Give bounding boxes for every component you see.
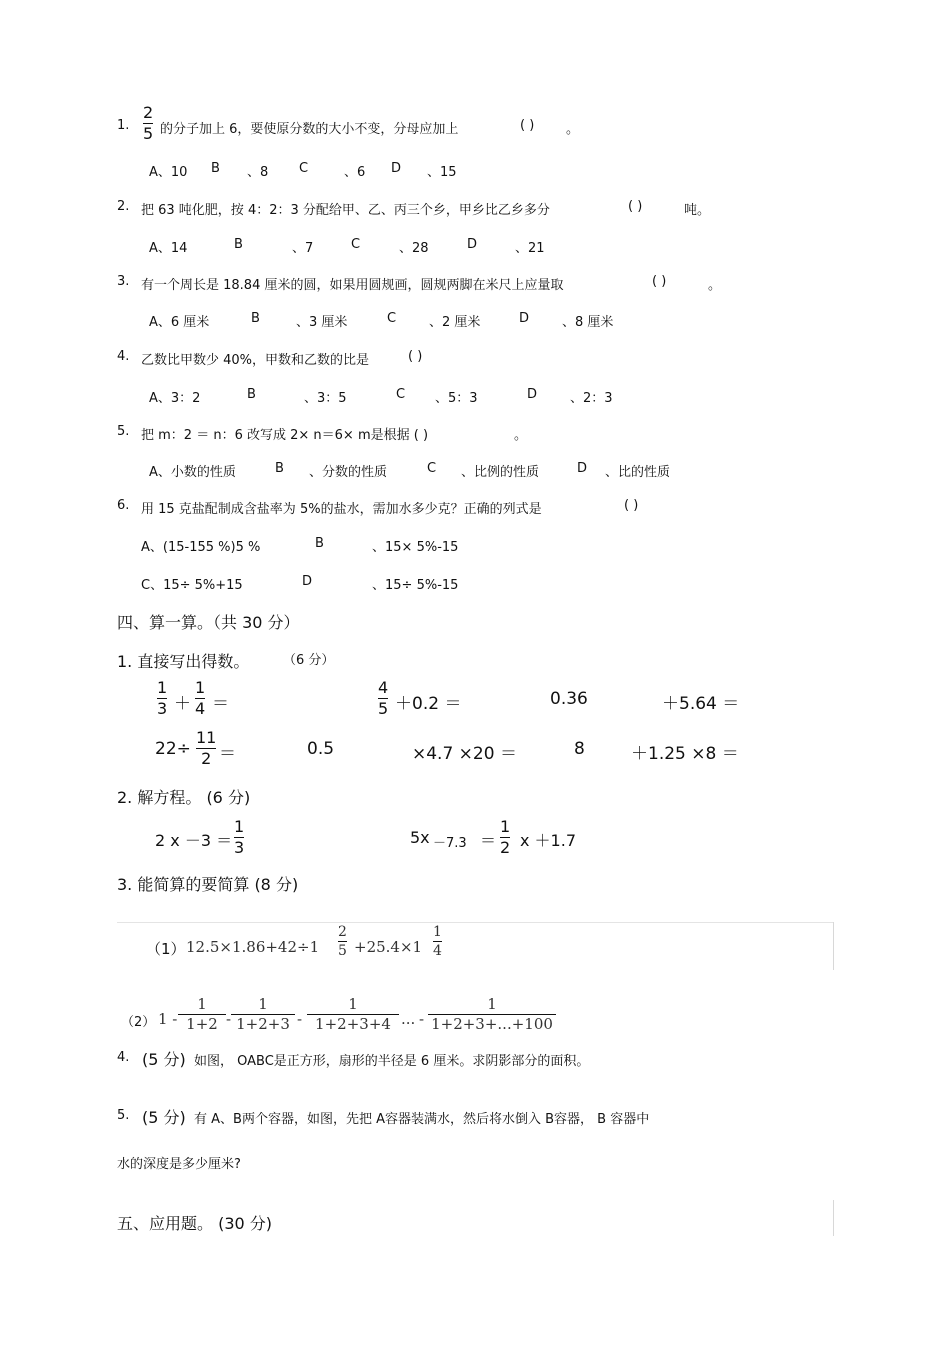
q1-option-b-label: B <box>211 161 220 176</box>
q1-option-a: A、10 <box>149 165 188 180</box>
q3-end: 。 <box>708 278 722 293</box>
q4-option-c: 、5：3 <box>435 391 478 406</box>
q5-text: 把 m：2 ＝ n：6 改写成 2× n＝6× m是根据 ( ) <box>141 428 429 443</box>
calc1-expr-b: +25.4×1 <box>354 938 423 956</box>
q6-option-a: A、(15-155 %)5 % <box>141 540 261 555</box>
q1-option-d: 、15 <box>427 165 457 180</box>
q5-option-b-label: B <box>275 461 284 476</box>
part3-title: 3. 能简算的要简算 (8 分) <box>117 875 299 894</box>
q4-option-d-label: D <box>527 387 538 402</box>
calc2-minus-1: - <box>226 1010 232 1028</box>
q4-paren: ( ) <box>408 349 423 364</box>
q6-option-d: 、15÷ 5%-15 <box>372 578 459 593</box>
q3-option-a: A、6 厘米 <box>149 315 210 330</box>
calc2-dots: ... <box>401 1010 416 1028</box>
q3-option-d-label: D <box>519 311 530 326</box>
calc2-lead: 1 - <box>158 1010 178 1028</box>
calc2-term-4: 1 1+2+3+...+100 <box>428 996 556 1034</box>
q5-option-b: 、分数的性质 <box>309 465 388 480</box>
q1-number: 1. <box>117 118 130 133</box>
calc2-term-1: 1 1+2 <box>178 996 226 1034</box>
calc1-fraction-2: 1 4 <box>433 924 442 960</box>
q5-number: 5. <box>117 424 130 439</box>
r2-fraction: 11 2 <box>196 728 217 769</box>
r2-equals: ＝ <box>219 744 236 764</box>
q1-option-d-label: D <box>391 161 402 176</box>
part1-score: （6 分） <box>283 653 335 668</box>
section4-title: 四、算一算。（共 30 分） <box>117 613 300 632</box>
r1-fraction-2: 1 4 <box>195 678 206 719</box>
q6-number: 6. <box>117 498 130 513</box>
q3-paren: ( ) <box>652 274 667 289</box>
part5-text-line2: 水的深度是多少厘米? <box>117 1157 241 1172</box>
q6-option-b: 、15× 5%-15 <box>372 540 459 555</box>
q3-option-b-label: B <box>251 311 260 326</box>
q5-end: 。 <box>514 428 528 443</box>
part4-text: 如图， OABC是正方形，扇形的半径是 6 厘米。求阴影部分的面积。 <box>194 1054 590 1069</box>
q2-paren: ( ) <box>628 199 643 214</box>
q1-option-c-label: C <box>299 161 309 176</box>
q2-option-d-label: D <box>467 237 478 252</box>
calc2-term-3: 1 1+2+3+4 <box>307 996 399 1034</box>
q4-number: 4. <box>117 349 130 364</box>
r1-expr-b: ＋0.2 ＝ <box>395 694 462 714</box>
eq2-fraction: 1 2 <box>500 817 511 858</box>
q3-number: 3. <box>117 274 130 289</box>
eq2-right: x ＋1.7 <box>520 831 577 850</box>
q2-option-c-label: C <box>351 237 361 252</box>
q2-option-b: 、7 <box>292 241 314 256</box>
q6-paren: ( ) <box>624 498 639 513</box>
calc2-term-2: 1 1+2+3 <box>231 996 295 1034</box>
q5-option-c: 、比例的性质 <box>461 465 540 480</box>
q4-option-b: 、3：5 <box>304 391 347 406</box>
q6-option-c: C、15÷ 5%+15 <box>141 578 243 593</box>
q4-option-b-label: B <box>247 387 256 402</box>
r2-expr-c2: ＋1.25 ×8 ＝ <box>631 744 739 764</box>
calc-box-right-border <box>833 922 834 970</box>
q6-text: 用 15 克盐配制成含盐率为 5%的盐水，需加水多少克？正确的列式是 <box>141 502 542 517</box>
q1-option-b: 、8 <box>247 165 269 180</box>
q3-option-c-label: C <box>387 311 397 326</box>
q2-option-b-label: B <box>234 237 243 252</box>
calc2-minus-2: - <box>297 1010 303 1028</box>
q2-text: 把 63 吨化肥，按 4：2：3 分配给甲、乙、丙三个乡，甲乡比乙乡多分 <box>141 203 550 218</box>
eq1-fraction: 1 3 <box>234 817 245 858</box>
section5-right-border <box>833 1200 834 1236</box>
q4-text: 乙数比甲数少 40%，甲数和乙数的比是 <box>141 353 370 368</box>
q1-fraction: 2 5 <box>143 103 154 144</box>
part5-text: 有 A、B两个容器，如图，先把 A容器装满水，然后将水倒入 B容器， B 容器中 <box>194 1112 650 1127</box>
r1-expr-c2: ＋5.64 ＝ <box>662 694 740 714</box>
eq2-mid: －7.3 <box>433 836 467 851</box>
calc1-fraction-1: 2 5 <box>338 924 347 960</box>
q4-option-d: 、2：3 <box>570 391 613 406</box>
part1-title: 1. 直接写出得数。 <box>117 652 250 671</box>
q1-text: 的分子加上 6，要使原分数的大小不变，分母应加上 <box>160 122 459 137</box>
r1-plus: ＋ <box>174 694 191 714</box>
calc2-minus-3: - <box>419 1010 425 1028</box>
q2-number: 2. <box>117 199 130 214</box>
r2-expr-c1: 8 <box>574 739 585 759</box>
calc2-label: （2） <box>121 1015 156 1030</box>
q5-option-a: A、小数的性质 <box>149 465 236 480</box>
eq2-equals: ＝ <box>480 831 497 850</box>
q4-option-a: A、3：2 <box>149 391 201 406</box>
r1-fraction-1: 1 3 <box>157 678 168 719</box>
q3-text: 有一个周长是 18.84 厘米的圆，如果用圆规画，圆规两脚在米尺上应量取 <box>141 278 564 293</box>
q3-option-b: 、3 厘米 <box>296 315 348 330</box>
q3-option-d: 、8 厘米 <box>562 315 614 330</box>
part4-score: (5 分) <box>142 1050 186 1069</box>
section5-title: 五、应用题。 (30 分) <box>117 1214 273 1233</box>
part5-score: (5 分) <box>142 1108 186 1127</box>
calc1-expr-a: 12.5×1.86+42÷1 <box>186 938 320 956</box>
q6-option-b-label: B <box>315 536 324 551</box>
part4-number: 4. <box>117 1050 130 1065</box>
calc1-label: （1） <box>146 940 186 958</box>
eq2-left: 5x <box>410 828 430 847</box>
part5-number: 5. <box>117 1108 130 1123</box>
q5-option-d-label: D <box>577 461 588 476</box>
q4-option-c-label: C <box>396 387 406 402</box>
calc-box-top-border <box>117 922 833 923</box>
q5-option-d: 、比的性质 <box>605 465 671 480</box>
r1-equals: ＝ <box>212 694 229 714</box>
eq1-left: 2 x －3 ＝ <box>155 831 233 850</box>
q2-option-d: 、21 <box>515 241 545 256</box>
r2-expr-b1: 0.5 <box>307 739 335 759</box>
q1-paren: ( ) <box>520 118 535 133</box>
q2-end: 吨。 <box>684 203 711 218</box>
q6-option-d-label: D <box>302 574 313 589</box>
r2-expr-b2: ×4.7 ×20 ＝ <box>412 744 517 764</box>
part2-title: 2. 解方程。 (6 分) <box>117 788 251 807</box>
q1-end: 。 <box>566 122 580 137</box>
r2-expr-a: 22÷ <box>155 739 191 759</box>
r1-expr-c1: 0.36 <box>550 689 588 709</box>
q1-option-c: 、6 <box>344 165 366 180</box>
q2-option-a: A、14 <box>149 241 188 256</box>
q2-option-c: 、28 <box>399 241 429 256</box>
q3-option-c: 、2 厘米 <box>429 315 481 330</box>
r1-fraction-3: 4 5 <box>378 678 389 719</box>
q5-option-c-label: C <box>427 461 437 476</box>
